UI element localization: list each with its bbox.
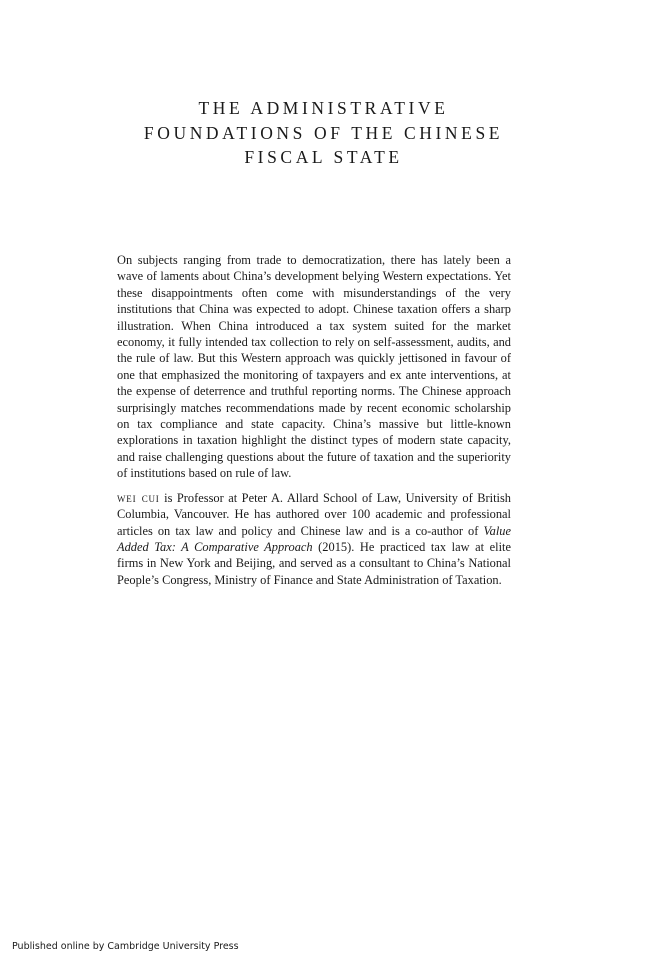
bio-text-part-1: is Professor at Peter A. Allard School of Law, University of British Columbia, Vancouver. He has authored over 100 academic and professional articles on tax law and policy and Chinese law and is a co-author of <box>117 490 512 538</box>
title-line-2: FOUNDATIONS OF THE CHINESE <box>143 122 504 143</box>
bio-text-part-2: (2015). He practiced tax law at elite firms in New York and Beijing, and served as a consultant to China’s National People’s Congress, Ministry of Finance and State Administration of Taxation. <box>117 539 511 587</box>
book-title <box>0 96 647 170</box>
coauthored-book-title: Value Added Tax: A Comparative Approach <box>117 523 511 554</box>
publisher-footer: Published online by Cambridge University Press <box>12 941 239 952</box>
author-name: wei cui <box>117 490 160 505</box>
author-bio-paragraph <box>117 490 511 588</box>
abstract-paragraph: On subjects ranging from trade to democratization, there has lately been a wave of laments about China’s development belying Western expectations. Yet these disappointments often come with misunderstandings of the very institutions that China was expected to adopt. Chinese taxation offers a sharp illustration. When China introduced a tax system suited for the market economy, it fully intended tax collection to rely on self-assessment, audits, and the rule of law. But this Western approach was quickly jettisoned in favour of one that emphasized the monitoring of taxpayers and ex ante interventions, at the expense of deterrence and truthful reporting norms. The Chinese approach surprisingly matches recommendations made by recent economic scholarship on tax compliance and state capacity. China’s massive but little-known explorations in taxation highlight the distinct types of modern state capacity, and raise challenging questions about the future of taxation and the superiority of institutions based on rule of law. <box>117 253 511 481</box>
main-content <box>117 252 511 588</box>
title-line-1: THE ADMINISTRATIVE <box>198 98 449 118</box>
title-line-3: FISCAL STATE <box>244 147 403 167</box>
